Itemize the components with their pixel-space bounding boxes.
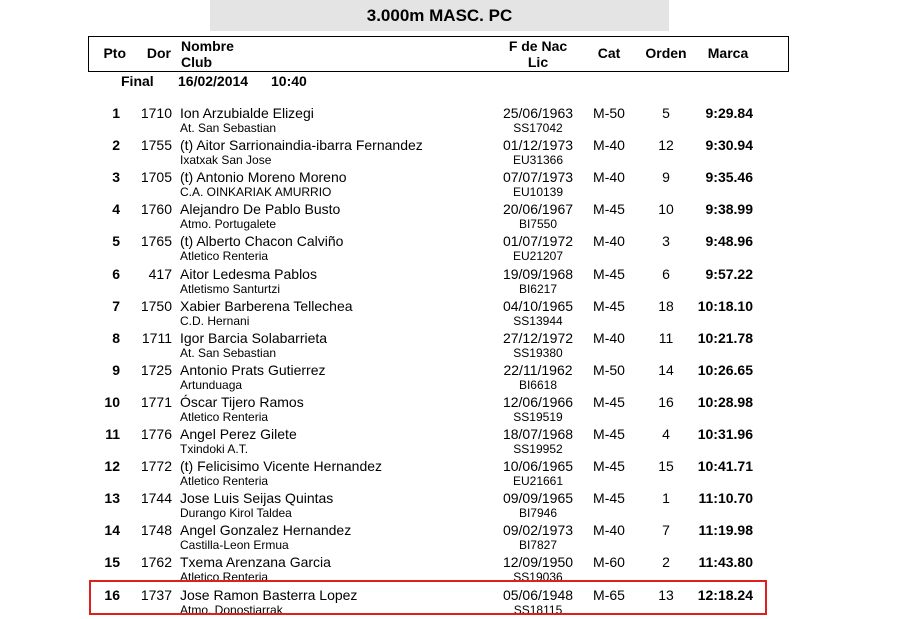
row-cat: M-45	[593, 426, 625, 442]
row-orden: 1	[662, 490, 670, 507]
row-name: Xabier Barberena Tellechea	[180, 297, 353, 314]
row-marca: 11:43.80	[698, 554, 753, 571]
row-lic: BI7827	[518, 538, 558, 553]
row-lic: SS19380	[513, 345, 563, 360]
row-marca: 10:21.78	[697, 329, 753, 346]
row-marca: 10:28.98	[697, 393, 753, 410]
table-row	[0, 458, 913, 490]
row-pto: 8	[112, 329, 120, 346]
row-fnac: 09/09/1965	[502, 490, 574, 507]
row-cat: M-45	[593, 490, 625, 507]
header-fnac: F de Nac	[508, 38, 568, 54]
row-marca: 9:30.94	[705, 137, 753, 154]
row-name: (t) Aitor Sarrionaindia-ibarra Fernandez	[180, 137, 423, 154]
row-name: Jose Ramon Basterra Lopez	[180, 586, 358, 603]
row-cat: M-40	[593, 522, 625, 539]
row-dor: 417	[148, 265, 172, 282]
row-marca: 10:26.65	[697, 361, 753, 378]
row-dor: 1762	[140, 554, 172, 571]
row-lic: EU21207	[512, 249, 564, 264]
row-club: Castilla-Leon Ermua	[180, 538, 289, 553]
table-row	[0, 394, 913, 426]
header-cat: Cat	[597, 45, 621, 61]
row-orden: 2	[662, 554, 670, 571]
row-dor: 1705	[140, 169, 172, 186]
row-pto: 14	[104, 522, 120, 539]
row-lic: SS19952	[513, 442, 563, 456]
row-marca: 9:38.99	[705, 201, 753, 218]
row-pto: 12	[104, 458, 120, 475]
row-club: Txindoki A.T.	[180, 442, 249, 456]
row-name: Igor Barcia Solabarrieta	[180, 329, 328, 346]
row-fnac: 01/07/1972	[502, 233, 574, 250]
row-club: Atletico Renteria	[180, 570, 269, 585]
table-row	[0, 426, 913, 458]
table-row	[0, 105, 913, 137]
row-pto: 11	[105, 426, 120, 442]
row-club: Atmo. Donostiarrak	[180, 602, 283, 617]
row-club: At. San Sebastian	[180, 345, 277, 360]
row-pto: 13	[104, 490, 120, 507]
row-lic: EU21661	[512, 474, 564, 489]
row-club: C.D. Hernani	[180, 313, 250, 328]
row-pto: 4	[112, 201, 120, 218]
row-name: (t) Alberto Chacon Calviño	[180, 233, 344, 250]
row-orden: 16	[658, 393, 674, 410]
row-cat: M-50	[593, 105, 625, 121]
row-orden: 4	[662, 426, 670, 442]
final-label: Final	[121, 73, 154, 89]
row-club: Atmo. Portugalete	[180, 217, 277, 232]
row-name: (t) Antonio Moreno Moreno	[180, 169, 347, 186]
row-dor: 1765	[140, 233, 172, 250]
row-cat: M-40	[593, 329, 625, 346]
row-cat: M-45	[593, 265, 625, 282]
row-pto: 9	[112, 361, 120, 378]
row-orden: 3	[662, 233, 670, 250]
row-fnac: 18/07/1968	[502, 426, 574, 442]
row-dor: 1744	[140, 490, 172, 507]
row-marca: 9:57.22	[705, 265, 753, 282]
header-lic: Lic	[527, 54, 549, 70]
header-nombre: Nombre	[181, 38, 234, 54]
row-cat: M-45	[593, 297, 625, 314]
row-orden: 6	[662, 265, 670, 282]
title-banner	[210, 0, 669, 31]
row-cat: M-40	[593, 169, 625, 186]
row-club: Atletico Renteria	[180, 409, 269, 424]
row-name: Óscar Tijero Ramos	[180, 393, 304, 410]
row-cat: M-45	[593, 201, 625, 218]
row-cat: M-40	[593, 137, 625, 154]
row-name: Txema Arenzana Garcia	[180, 554, 331, 571]
header-dor: Dor	[146, 45, 171, 61]
row-cat: M-45	[593, 458, 625, 475]
table-row	[0, 169, 913, 201]
row-orden: 14	[658, 361, 674, 378]
row-lic: SS19519	[513, 409, 563, 424]
row-name: Alejandro De Pablo Busto	[180, 201, 341, 218]
row-marca: 10:31.96	[697, 426, 753, 442]
row-fnac: 25/06/1963	[502, 105, 574, 121]
row-name: Angel Perez Gilete	[180, 426, 297, 442]
table-row	[0, 490, 913, 522]
row-orden: 5	[662, 105, 670, 121]
row-dor: 1755	[140, 137, 172, 154]
row-pto: 7	[112, 297, 120, 314]
row-pto: 2	[112, 137, 120, 154]
row-pto: 6	[112, 265, 120, 282]
final-time: 10:40	[271, 73, 307, 89]
row-orden: 11	[658, 329, 674, 346]
table-row	[0, 298, 913, 330]
row-name: Angel Gonzalez Hernandez	[180, 522, 352, 539]
row-fnac: 22/11/1962	[503, 361, 573, 378]
row-dor: 1748	[140, 522, 172, 539]
row-orden: 12	[658, 137, 674, 154]
row-club: Ixatxak San Jose	[180, 153, 272, 168]
row-lic: BI7946	[518, 506, 558, 521]
row-lic: SS17042	[513, 121, 563, 135]
row-lic: BI6217	[518, 281, 558, 296]
row-fnac: 19/09/1968	[502, 265, 574, 282]
row-lic: BI6618	[518, 377, 558, 392]
row-lic: EU31366	[512, 153, 564, 168]
final-date: 16/02/2014	[178, 73, 249, 89]
row-dor: 1772	[140, 458, 172, 475]
row-pto: 5	[112, 233, 120, 250]
row-fnac: 07/07/1973	[502, 169, 574, 186]
row-orden: 18	[658, 297, 674, 314]
row-orden: 9	[662, 169, 670, 186]
row-club: At. San Sebastian	[180, 121, 277, 135]
header-marca: Marca	[707, 45, 749, 61]
row-club: Atletismo Santurtzi	[180, 281, 281, 296]
table-row	[0, 137, 913, 169]
row-fnac: 20/06/1967	[502, 201, 574, 218]
row-pto: 10	[104, 393, 120, 410]
row-fnac: 10/06/1965	[502, 458, 574, 475]
row-dor: 1750	[140, 297, 172, 314]
row-club: Atletico Renteria	[180, 249, 269, 264]
row-lic: SS19036	[513, 570, 563, 585]
row-marca: 12:18.24	[697, 586, 753, 603]
row-name: Jose Luis Seijas Quintas	[180, 490, 334, 507]
row-cat: M-60	[593, 554, 625, 571]
table-row	[0, 201, 913, 233]
row-marca: 9:35.46	[705, 169, 753, 186]
row-marca: 11:10.70	[698, 490, 753, 507]
row-orden: 7	[662, 522, 670, 539]
row-marca: 10:41.71	[697, 458, 753, 475]
row-orden: 13	[658, 586, 674, 603]
row-club: Atletico Renteria	[180, 474, 269, 489]
row-fnac: 12/06/1966	[502, 393, 574, 410]
row-pto: 15	[104, 554, 120, 571]
header-club: Club	[181, 54, 213, 70]
row-pto: 1	[112, 105, 120, 121]
row-club: C.A. OINKARIAK AMURRIO	[180, 185, 332, 200]
page-title: 3.000m MASC. PC	[366, 6, 513, 25]
row-dor: 1725	[140, 361, 172, 378]
table-row	[0, 266, 913, 298]
row-cat: M-50	[593, 361, 625, 378]
row-dor: 1710	[140, 105, 172, 121]
row-fnac: 12/09/1950	[502, 554, 574, 571]
row-dor: 1760	[140, 201, 172, 218]
row-lic: SS13944	[513, 313, 563, 328]
row-dor: 1776	[140, 426, 172, 442]
row-marca: 9:48.96	[705, 233, 753, 250]
row-name: Ion Arzubialde Elizegi	[180, 105, 314, 121]
row-fnac: 09/02/1973	[502, 522, 574, 539]
table-row	[0, 362, 913, 394]
row-dor: 1711	[141, 329, 172, 346]
row-club: Artunduaga	[180, 377, 243, 392]
row-name: Aitor Ledesma Pablos	[180, 265, 317, 282]
table-row	[0, 233, 913, 265]
row-marca: 11:19.98	[698, 522, 753, 539]
highlight-box	[89, 580, 767, 615]
row-fnac: 04/10/1965	[502, 297, 574, 314]
row-name: (t) Felicisimo Vicente Hernandez	[180, 458, 383, 475]
row-dor: 1771	[140, 393, 172, 410]
header-pto: Pto	[103, 45, 126, 61]
row-lic: EU10139	[512, 185, 564, 200]
row-fnac: 01/12/1973	[502, 137, 574, 154]
row-orden: 15	[658, 458, 674, 475]
row-lic: BI7550	[518, 217, 558, 232]
table-row	[0, 330, 913, 362]
row-fnac: 05/06/1948	[502, 586, 574, 603]
row-cat: M-40	[593, 233, 625, 250]
row-pto: 16	[104, 586, 120, 603]
row-cat: M-65	[593, 586, 625, 603]
row-cat: M-45	[593, 393, 625, 410]
row-marca: 10:18.10	[697, 297, 753, 314]
row-name: Antonio Prats Gutierrez	[180, 361, 326, 378]
row-orden: 10	[658, 201, 674, 218]
row-pto: 3	[112, 169, 120, 186]
row-fnac: 27/12/1972	[502, 329, 574, 346]
table-row	[0, 522, 913, 554]
header-orden: Orden	[645, 45, 687, 61]
row-dor: 1737	[140, 586, 172, 603]
row-marca: 9:29.84	[705, 105, 753, 121]
row-lic: SS18115	[513, 602, 563, 617]
row-club: Durango Kirol Taldea	[180, 506, 292, 521]
